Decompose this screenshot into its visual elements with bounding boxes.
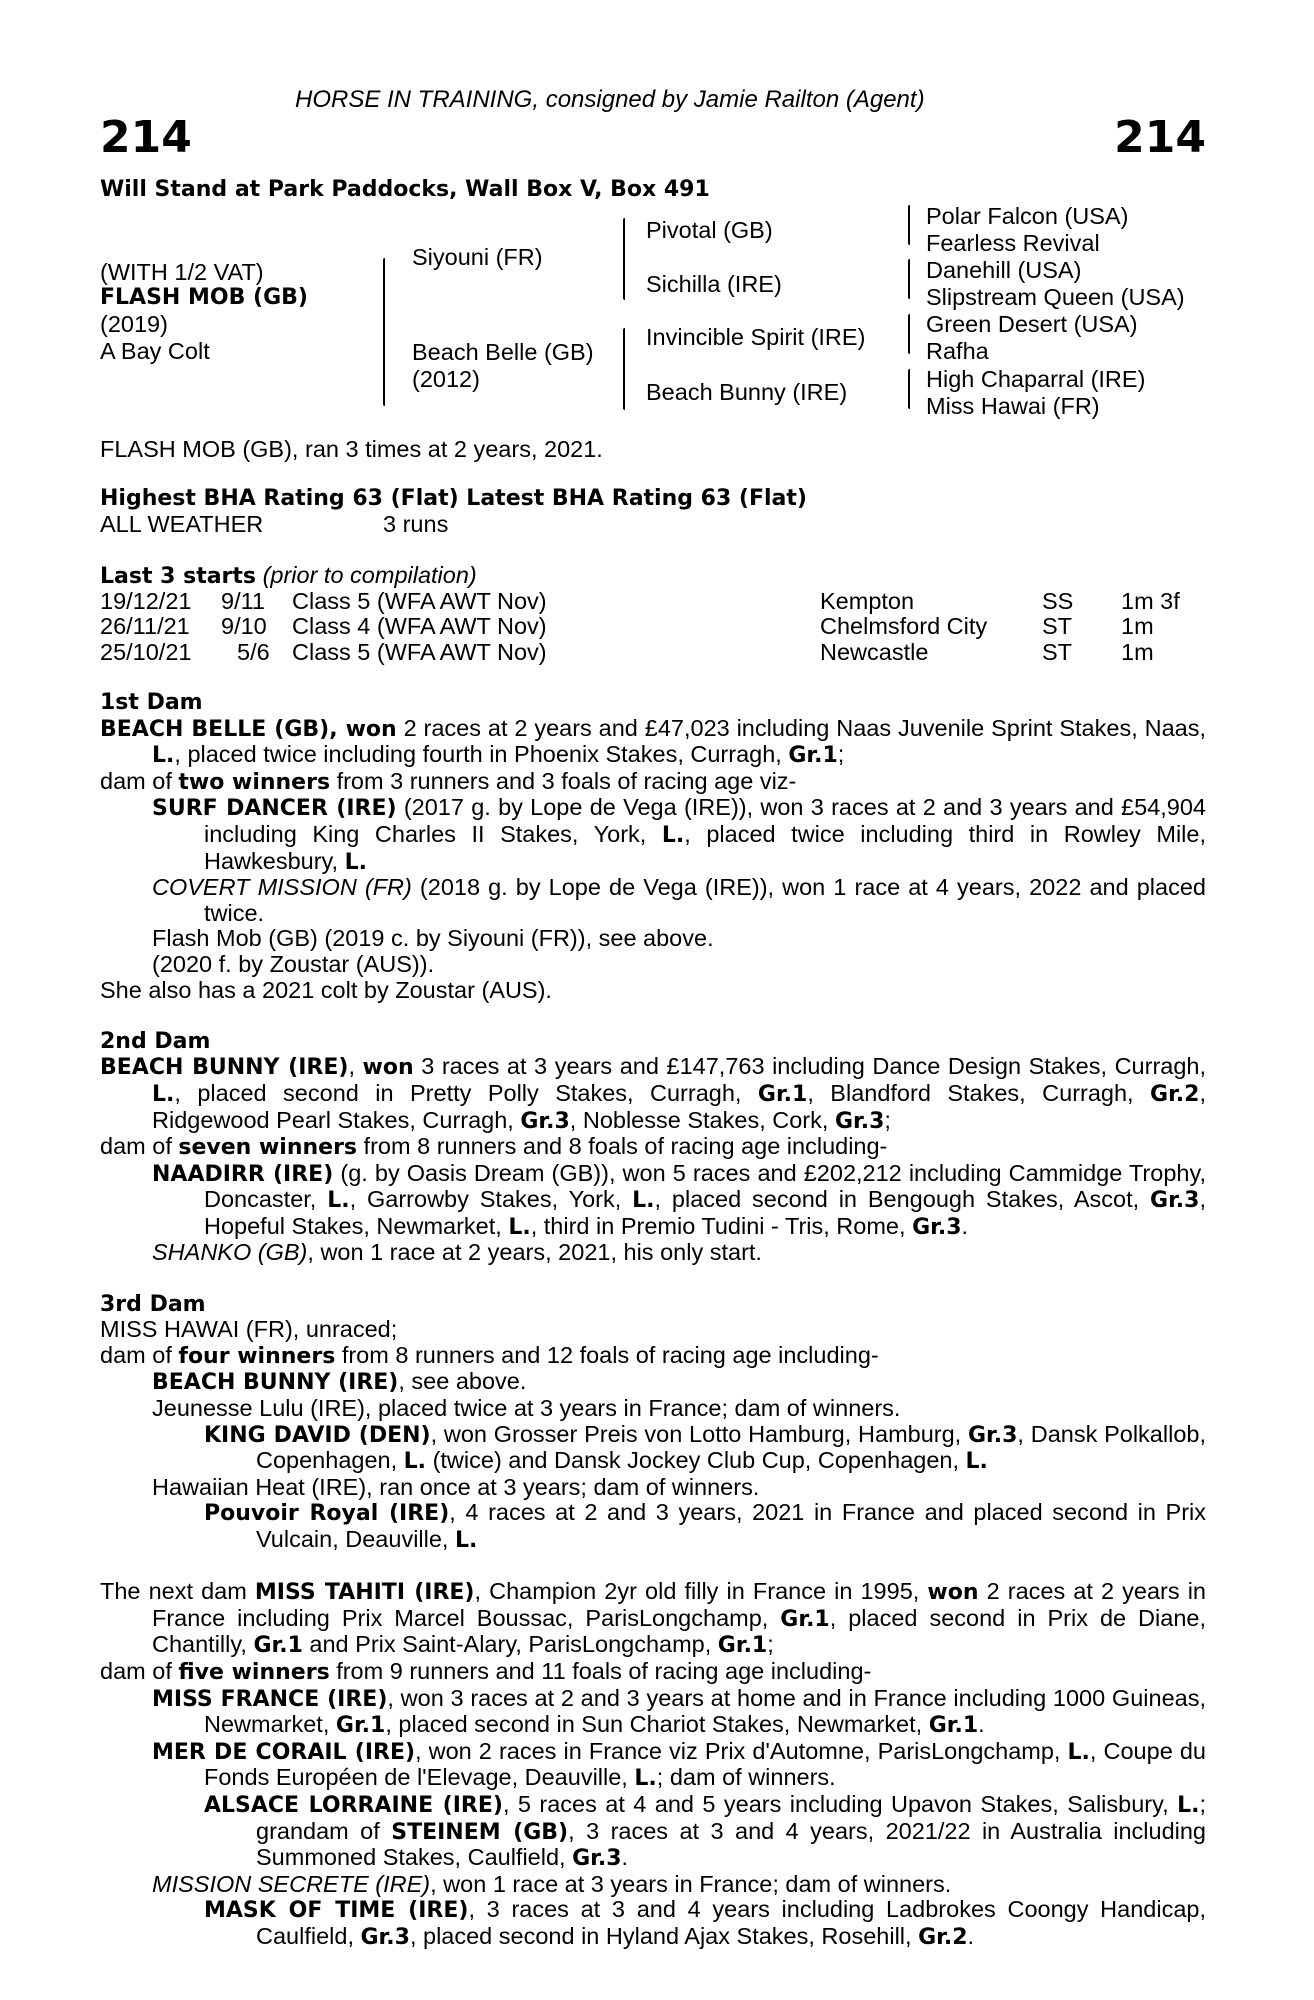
sire-sire: Pivotal (GB) — [646, 217, 773, 243]
produce-hawaiian-heat: Hawaiian Heat (IRE), ran once at 3 years; dam of winners. — [152, 1473, 760, 1500]
dam1-record: BEACH BELLE (GB), won 2 races at 2 years and £47,023 including Naas Juvenile Sprint Stakes, Naas, L., placed twice including fourth in Phoenix Stakes, Curragh, Gr.1; — [100, 714, 1206, 769]
pedigree-narrative — [100, 690, 1206, 1951]
produce-surf-dancer: SURF DANCER (IRE) (2017 g. by Lope de Vega (IRE)), won 3 races at 2 and 3 years and £54,904 including King Charles II Stakes, York, L., placed twice including third in Rowley Mile, Hawkesbury, L. — [152, 794, 1207, 875]
ggp-4: Slipstream Queen (USA) — [926, 284, 1185, 310]
ggp-1: Polar Falcon (USA) — [926, 203, 1129, 229]
lot-number-left: 214 — [100, 112, 192, 163]
start-date: 26/11/21 — [100, 613, 190, 639]
produce-mission-secrete: MISSION SECRETE (IRE), won 1 race at 3 years in France; dam of winners. — [152, 1870, 952, 1897]
produce-shanko: SHANKO (GB), won 1 race at 2 years, 2021, his only start. — [152, 1239, 762, 1266]
lot-number-right: 214 — [1114, 112, 1206, 163]
last-starts-title: Last 3 starts — [100, 564, 257, 589]
consignor-title: HORSE IN TRAINING, consigned by Jamie Railton (Agent) — [295, 86, 925, 113]
pedigree-brace-ggp1 — [908, 205, 910, 245]
dam1-produce-summary: dam of two winners from 3 runners and 3 foals of racing age viz- — [100, 767, 797, 795]
start-race: Class 5 (WFA AWT Nov) — [292, 639, 547, 665]
dam1-heading: 1st Dam — [100, 690, 203, 715]
start-position: 9/11 — [221, 588, 265, 614]
produce-mer-de-corail: MER DE CORAIL (IRE), won 2 races in France viz Prix d'Automne, ParisLongchamp, L., Coupe du Fonds Européen de l'Elevage, Deauville, L.; dam of winners. — [152, 1737, 1206, 1792]
start-date: 25/10/21 — [100, 639, 192, 665]
next-dam-produce-summary: dam of five winners from 9 runners and 11 foals of racing age including- — [100, 1657, 872, 1685]
bha-rating: Highest BHA Rating 63 (Flat) Latest BHA Rating 63 (Flat) — [100, 486, 807, 511]
dam-year: (2012) — [412, 366, 480, 392]
start-course: Kempton — [820, 588, 915, 614]
produce-flash-mob: Flash Mob (GB) (2019 c. by Siyouni (FR)), see above. — [152, 925, 714, 952]
pedigree-brace-main — [383, 258, 385, 406]
produce-miss-france: MISS FRANCE (IRE), won 3 races at 2 and 3 years at home and in France including 1000 Guineas, Newmarket, Gr.1, placed second in Sun Chariot Stakes, Newmarket, Gr.1. — [152, 1684, 1206, 1739]
ggp-5: Green Desert (USA) — [926, 311, 1138, 337]
dam-dam: Beach Bunny (IRE) — [646, 379, 848, 405]
produce-beach-bunny: BEACH BUNNY (IRE), see above. — [152, 1368, 527, 1396]
produce-alsace-lorraine: ALSACE LORRAINE (IRE), 5 races at 4 and 5 years including Upavon Stakes, Salisbury, L.; grandam of STEINEM (GB), 3 races at 3 and 4 years, 2021/22 in Australia including Summoned Stakes, Caulfield, Gr.3. — [204, 1790, 1206, 1872]
dam1-won: won — [345, 716, 397, 742]
start-distance: 1m 3f — [1121, 588, 1180, 614]
start-course: Newcastle — [820, 639, 929, 665]
next-dam-record: The next dam MISS TAHITI (IRE), Champion 2yr old filly in France in 1995, won 2 races at 2 years in France including Prix Marcel Boussac, ParisLongchamp, Gr.1, placed second in Prix de Diane, Chantilly, Gr.1 and Prix Saint-Alary, ParisLongchamp, Gr.1; — [100, 1578, 1206, 1659]
pedigree-brace-ggp4 — [908, 369, 910, 409]
last-starts-heading — [100, 563, 477, 590]
start-position: 9/10 — [221, 613, 267, 639]
produce-2020-filly: (2020 f. by Zoustar (AUS)). — [152, 950, 435, 977]
dam1-name: BEACH BELLE (GB) — [100, 716, 330, 742]
start-race: Class 4 (WFA AWT Nov) — [292, 613, 547, 639]
dam3-record: MISS HAWAI (FR), unraced; — [100, 1316, 398, 1343]
last-starts-note: (prior to compilation) — [262, 562, 477, 588]
produce-jeunesse-lulu: Jeunesse Lulu (IRE), placed twice at 3 years in France; dam of winners. — [152, 1395, 901, 1422]
dam: Beach Belle (GB) — [412, 339, 594, 365]
ggp-3: Danehill (USA) — [926, 257, 1082, 283]
ggp-2: Fearless Revival — [926, 230, 1100, 256]
horse-description: A Bay Colt — [100, 338, 210, 364]
ggp-6: Rafha — [926, 338, 989, 364]
pedigree-brace-sire — [623, 218, 625, 300]
pedigree-brace-ggp3 — [908, 314, 910, 354]
catalogue-page — [100, 0, 1206, 2000]
racing-summary: FLASH MOB (GB), ran 3 times at 2 years, 2021. — [100, 436, 603, 462]
start-date: 19/12/21 — [100, 588, 192, 614]
start-going: ST — [1042, 639, 1073, 665]
produce-covert-mission: COVERT MISSION (FR) (2018 g. by Lope de Vega (IRE)), won 1 race at 4 years, 2022 and placed twice. — [152, 874, 1206, 926]
dam2-record: BEACH BUNNY (IRE), won 3 races at 3 years and £147,763 including Dance Design Stakes, Curragh, L., placed second in Pretty Polly Stakes, Curragh, Gr.1, Blandford Stakes, Curragh, Gr.2, Ridgewood Pearl Stakes, Curragh, Gr.3, Noblesse Stakes, Cork, Gr.3; — [100, 1053, 1207, 1134]
horse-name: FLASH MOB (GB) — [100, 285, 308, 310]
dam1-also-has: She also has a 2021 colt by Zoustar (AUS). — [100, 976, 552, 1003]
dam3-heading: 3rd Dam — [100, 1291, 206, 1317]
start-race: Class 5 (WFA AWT Nov) — [292, 588, 547, 614]
start-going: SS — [1042, 588, 1074, 614]
sire: Siyouni (FR) — [412, 244, 543, 270]
dam2-produce-summary: dam of seven winners from 8 runners and 8 foals of racing age including- — [100, 1133, 888, 1161]
ggp-7: High Chaparral (IRE) — [926, 366, 1146, 392]
produce-naadirr: NAADIRR (IRE) (g. by Oasis Dream (GB)), won 5 races and £202,212 including Cammidge Trophy, Doncaster, L., Garrowby Stakes, York, L., placed second in Bengough Stakes, Ascot, Gr.3, Hopeful Stakes, Newmarket, L., third in Premio Tudini - Tris, Rome, Gr.3. — [152, 1159, 1207, 1240]
dam3-produce-summary: dam of four winners from 8 runners and 12 foals of racing age including- — [100, 1341, 879, 1369]
pedigree-brace-ggp2 — [908, 259, 910, 299]
start-going: ST — [1042, 613, 1073, 639]
produce-king-david: KING DAVID (DEN), won Grosser Preis von Lotto Hamburg, Hamburg, Gr.3, Dansk Polkallob, Copenhagen, L. (twice) and Dansk Jockey Club Cup, Copenhagen, L. — [204, 1420, 1206, 1475]
start-position: 5/6 — [237, 639, 270, 665]
sire-dam: Sichilla (IRE) — [646, 271, 782, 297]
stand-location: Will Stand at Park Paddocks, Wall Box V, Box 491 — [100, 177, 710, 202]
start-distance: 1m — [1121, 613, 1154, 639]
rating-runs: 3 runs — [383, 511, 449, 537]
ggp-8: Miss Hawai (FR) — [926, 393, 1100, 419]
dam-sire: Invincible Spirit (IRE) — [646, 324, 866, 350]
pedigree-brace-dam — [623, 328, 625, 410]
start-distance: 1m — [1121, 639, 1154, 665]
rating-surface: ALL WEATHER — [100, 511, 264, 537]
start-course: Chelmsford City — [820, 613, 988, 639]
dam2-heading: 2nd Dam — [100, 1028, 211, 1054]
produce-pouvoir-royal: Pouvoir Royal (IRE), 4 races at 2 and 3 years, 2021 in France and placed second in Prix Vulcain, Deauville, L. — [204, 1499, 1206, 1553]
vat-note: (WITH 1/2 VAT) — [100, 259, 264, 285]
produce-mask-of-time: MASK OF TIME (IRE), 3 races at 3 and 4 years including Ladbrokes Coongy Handicap, Caulfield, Gr.3, placed second in Hyland Ajax Stakes, Rosehill, Gr.2. — [204, 1896, 1206, 1950]
horse-year: (2019) — [100, 311, 168, 337]
